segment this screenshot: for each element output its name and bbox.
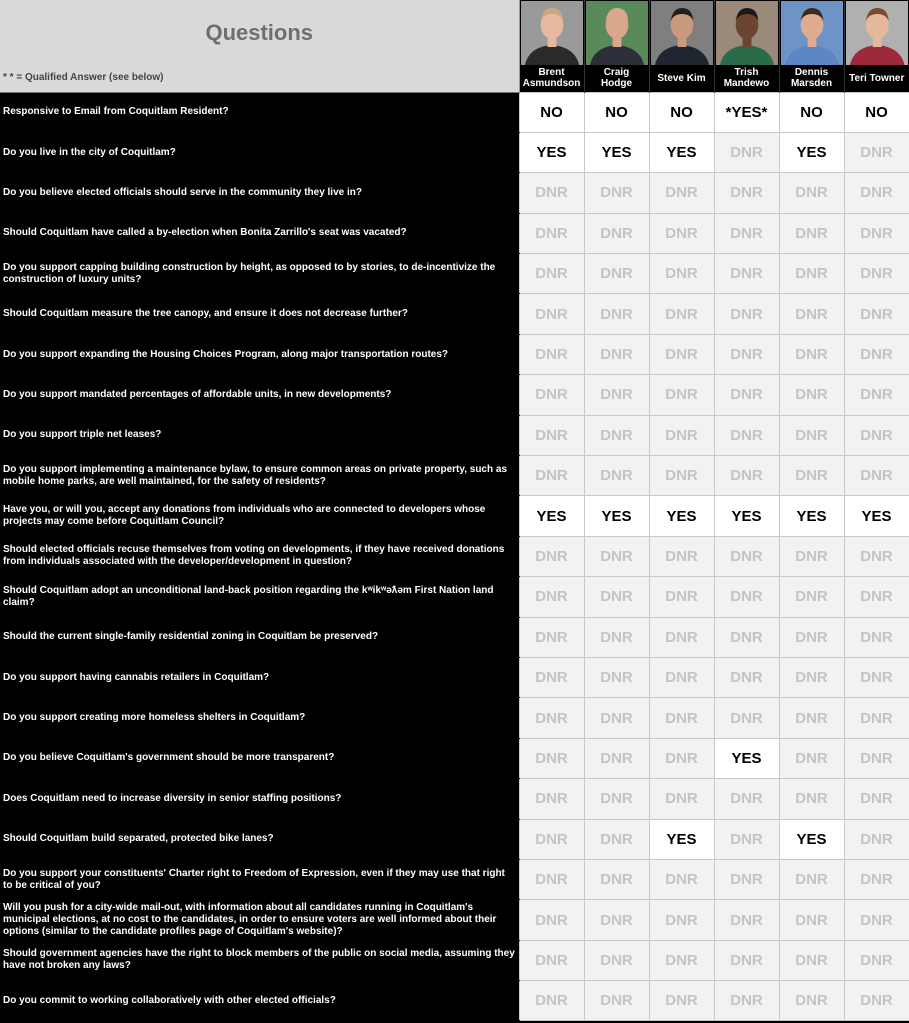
table-row: [0, 698, 909, 738]
answer-cell: DNR: [584, 254, 649, 294]
answer-cell: DNR: [649, 334, 714, 374]
answer-cell: DNR: [779, 334, 844, 374]
answer-cell: DNR: [519, 577, 584, 617]
answer-cell: YES: [649, 496, 714, 536]
answer-cell: DNR: [649, 900, 714, 940]
answer-cell: DNR: [844, 819, 909, 859]
answer-cell: DNR: [519, 779, 584, 819]
answer-cell: DNR: [584, 657, 649, 697]
answer-cell: DNR: [519, 334, 584, 374]
answer-cell: DNR: [519, 981, 584, 1021]
answer-cell: DNR: [779, 173, 844, 213]
candidate-photo: [846, 1, 909, 65]
answer-cell: DNR: [844, 375, 909, 415]
answer-cell: DNR: [519, 375, 584, 415]
candidate-header-4: [779, 0, 844, 92]
answer-cell: YES: [844, 496, 909, 536]
answer-cell: DNR: [779, 456, 844, 496]
answer-cell: NO: [519, 92, 584, 132]
table-row: [0, 375, 909, 415]
candidate-name: Craig Hodge: [600, 67, 633, 89]
answer-cell: DNR: [519, 859, 584, 899]
answer-cell: DNR: [519, 294, 584, 334]
answer-cell: DNR: [519, 819, 584, 859]
answer-cell: DNR: [714, 617, 779, 657]
answer-cell: DNR: [714, 334, 779, 374]
answer-cell: DNR: [779, 859, 844, 899]
answer-cell: DNR: [519, 617, 584, 657]
question-text: Does Coquitlam need to increase diversity in senior staffing positions?: [0, 779, 519, 819]
answer-cell: DNR: [779, 779, 844, 819]
table-row: [0, 819, 909, 859]
table-row: [0, 132, 909, 172]
answer-cell: DNR: [714, 294, 779, 334]
table-row: [0, 617, 909, 657]
question-text: Do you commit to working collaboratively with other elected officials?: [0, 981, 519, 1021]
answer-cell: DNR: [584, 536, 649, 576]
answer-cell: DNR: [584, 213, 649, 253]
table-row: [0, 779, 909, 819]
answer-cell: DNR: [714, 859, 779, 899]
candidate-name: Teri Towner: [849, 72, 905, 84]
answer-cell: YES: [519, 496, 584, 536]
question-text: Do you support capping building construction by height, as opposed to by stories, to de-incentivize the construction of luxury units?: [0, 254, 519, 294]
answer-cell: DNR: [649, 657, 714, 697]
candidate-header-5: [844, 0, 909, 92]
answer-cell: DNR: [584, 779, 649, 819]
answer-cell: DNR: [519, 698, 584, 738]
candidate-name: Steve Kim: [657, 72, 706, 84]
answer-cell: DNR: [714, 657, 779, 697]
answer-cell: DNR: [584, 900, 649, 940]
answer-cell: DNR: [519, 536, 584, 576]
answer-cell: DNR: [714, 132, 779, 172]
question-text: Do you live in the city of Coquitlam?: [0, 132, 519, 172]
answer-cell: DNR: [649, 294, 714, 334]
answer-cell: DNR: [649, 536, 714, 576]
answer-cell: NO: [584, 92, 649, 132]
answer-cell: DNR: [519, 456, 584, 496]
table-row: [0, 577, 909, 617]
candidate-photo: [586, 1, 648, 65]
answer-cell: NO: [649, 92, 714, 132]
answer-cell: DNR: [844, 173, 909, 213]
candidate-photo: [521, 1, 583, 65]
answer-cell: DNR: [714, 254, 779, 294]
candidate-name: Dennis Marsden: [790, 67, 833, 89]
answer-cell: DNR: [844, 415, 909, 455]
answer-cell: DNR: [519, 738, 584, 778]
answer-cell: YES: [519, 132, 584, 172]
answer-cell: DNR: [584, 698, 649, 738]
answer-cell: DNR: [649, 779, 714, 819]
answer-cell: DNR: [584, 173, 649, 213]
answer-cell: YES: [779, 496, 844, 536]
candidate-header-1: [584, 0, 649, 92]
answer-cell: DNR: [844, 738, 909, 778]
answer-cell: DNR: [584, 859, 649, 899]
candidate-header-0: [519, 0, 584, 92]
answer-cell: DNR: [714, 456, 779, 496]
answer-cell: DNR: [649, 577, 714, 617]
answer-cell: DNR: [584, 294, 649, 334]
answer-cell: YES: [584, 496, 649, 536]
table-row: [0, 496, 909, 536]
answer-cell: YES: [649, 819, 714, 859]
question-text: Should the current single-family residential zoning in Coquitlam be preserved?: [0, 617, 519, 657]
answer-cell: DNR: [649, 213, 714, 253]
answer-cell: DNR: [649, 415, 714, 455]
question-text: Do you believe elected officials should serve in the community they live in?: [0, 173, 519, 213]
answer-cell: DNR: [844, 536, 909, 576]
question-text: Do you support implementing a maintenance bylaw, to ensure common areas on private property, such as mobile home parks, are well maintained, for the safety of residents?: [0, 456, 519, 496]
questions-header: [0, 0, 519, 92]
answer-cell: DNR: [714, 981, 779, 1021]
table-row: [0, 940, 909, 980]
answer-cell: DNR: [584, 819, 649, 859]
answer-cell: DNR: [649, 173, 714, 213]
table-row: [0, 92, 909, 132]
table-row: [0, 415, 909, 455]
answer-cell: DNR: [714, 375, 779, 415]
table-row: [0, 981, 909, 1021]
answer-cell: DNR: [714, 819, 779, 859]
question-text: Should government agencies have the right to block members of the public on social media, assuming they have not broken any laws?: [0, 940, 519, 980]
question-text: Should Coquitlam adopt an unconditional land-back position regarding the kʷikʷəƛəm First Nation land claim?: [0, 577, 519, 617]
answer-cell: YES: [779, 132, 844, 172]
answer-cell: *YES*: [714, 92, 779, 132]
answer-cell: DNR: [779, 294, 844, 334]
answer-cell: DNR: [649, 738, 714, 778]
answer-cell: DNR: [519, 173, 584, 213]
answer-cell: DNR: [649, 940, 714, 980]
question-text: Should elected officials recuse themselves from voting on developments, if they have received donations from individuals associated with the developer/development in question?: [0, 536, 519, 576]
table-row: [0, 213, 909, 253]
answer-cell: DNR: [844, 617, 909, 657]
answer-cell: DNR: [714, 415, 779, 455]
answer-cell: NO: [779, 92, 844, 132]
answer-cell: DNR: [714, 577, 779, 617]
answer-cell: DNR: [844, 940, 909, 980]
answer-cell: DNR: [714, 940, 779, 980]
answer-cell: DNR: [844, 254, 909, 294]
answer-cell: DNR: [584, 617, 649, 657]
answer-cell: DNR: [649, 456, 714, 496]
answer-cell: DNR: [714, 698, 779, 738]
answer-cell: DNR: [714, 213, 779, 253]
answer-cell: DNR: [844, 859, 909, 899]
table-row: [0, 657, 909, 697]
answer-cell: NO: [844, 92, 909, 132]
answer-cell: DNR: [714, 536, 779, 576]
answer-cell: DNR: [844, 779, 909, 819]
answer-cell: DNR: [519, 657, 584, 697]
answer-cell: DNR: [779, 536, 844, 576]
answer-cell: DNR: [779, 940, 844, 980]
answer-cell: DNR: [519, 900, 584, 940]
question-text: Do you believe Coquitlam's government should be more transparent?: [0, 738, 519, 778]
answer-cell: YES: [714, 496, 779, 536]
question-text: Do you support having cannabis retailers in Coquitlam?: [0, 657, 519, 697]
table-row: [0, 334, 909, 374]
question-text: Will you push for a city-wide mail-out, with information about all candidates running in Coquitlam's municipal elections, at no cost to the candidates, in order to ensure voters are well informed about their options (similar to the candidate profiles page of Coquitlam's website)?: [0, 900, 519, 940]
header-row: [0, 0, 909, 92]
answer-cell: DNR: [649, 254, 714, 294]
answer-cell: DNR: [779, 213, 844, 253]
answer-cell: DNR: [779, 981, 844, 1021]
answer-cell: DNR: [584, 334, 649, 374]
candidate-photo: [716, 1, 778, 65]
answer-cell: DNR: [584, 577, 649, 617]
candidate-photo: [781, 1, 843, 65]
table-row: [0, 900, 909, 940]
candidate-header-2: [649, 0, 714, 92]
question-text: Do you support expanding the Housing Choices Program, along major transportation routes?: [0, 334, 519, 374]
answer-cell: DNR: [779, 577, 844, 617]
question-text: Should Coquitlam build separated, protected bike lanes?: [0, 819, 519, 859]
answer-cell: DNR: [779, 738, 844, 778]
answer-cell: DNR: [779, 657, 844, 697]
answer-cell: DNR: [584, 375, 649, 415]
candidate-header-3: [714, 0, 779, 92]
answer-cell: DNR: [649, 375, 714, 415]
question-text: Should Coquitlam measure the tree canopy, and ensure it does not decrease further?: [0, 294, 519, 334]
answer-cell: DNR: [584, 981, 649, 1021]
answer-cell: DNR: [844, 294, 909, 334]
table-row: [0, 536, 909, 576]
answer-cell: DNR: [714, 900, 779, 940]
question-text: Do you support creating more homeless shelters in Coquitlam?: [0, 698, 519, 738]
answer-cell: DNR: [649, 981, 714, 1021]
answer-cell: YES: [714, 738, 779, 778]
answer-cell: DNR: [844, 657, 909, 697]
answer-cell: YES: [779, 819, 844, 859]
table-row: [0, 456, 909, 496]
table-row: [0, 859, 909, 899]
answer-cell: DNR: [844, 456, 909, 496]
candidate-name: Brent Asmundson: [522, 67, 581, 89]
question-text: Have you, or will you, accept any donations from individuals who are connected to developers whose projects may come before Coquitlam Council?: [0, 496, 519, 536]
answer-cell: DNR: [584, 415, 649, 455]
answer-cell: DNR: [519, 415, 584, 455]
questions-body: [0, 92, 909, 1021]
answer-cell: YES: [649, 132, 714, 172]
question-text: Responsive to Email from Coquitlam Resident?: [0, 92, 519, 132]
answer-cell: DNR: [714, 173, 779, 213]
question-text: Do you support your constituents' Charter right to Freedom of Expression, even if they may use that right to be critical of you?: [0, 859, 519, 899]
answer-cell: DNR: [844, 334, 909, 374]
candidate-photo: [651, 1, 713, 65]
answer-cell: YES: [584, 132, 649, 172]
answer-cell: DNR: [779, 698, 844, 738]
answer-cell: DNR: [779, 254, 844, 294]
answer-cell: DNR: [779, 617, 844, 657]
candidate-name: Trish Mandewo: [723, 67, 770, 89]
page-title: Questions: [205, 20, 314, 45]
table-row: [0, 294, 909, 334]
answer-cell: DNR: [844, 577, 909, 617]
answer-cell: DNR: [714, 779, 779, 819]
qualified-answer-legend: * * = Qualified Answer (see below): [3, 72, 164, 83]
answer-cell: DNR: [519, 213, 584, 253]
answer-cell: DNR: [844, 698, 909, 738]
answer-cell: DNR: [584, 456, 649, 496]
answer-cell: DNR: [844, 132, 909, 172]
question-text: Do you support triple net leases?: [0, 415, 519, 455]
answer-cell: DNR: [649, 859, 714, 899]
table-row: [0, 254, 909, 294]
question-text: Do you support mandated percentages of affordable units, in new developments?: [0, 375, 519, 415]
answer-cell: DNR: [844, 981, 909, 1021]
answer-cell: DNR: [844, 900, 909, 940]
answer-cell: DNR: [519, 940, 584, 980]
answer-cell: DNR: [649, 617, 714, 657]
answer-cell: DNR: [779, 900, 844, 940]
answer-cell: DNR: [584, 940, 649, 980]
answer-cell: DNR: [584, 738, 649, 778]
answer-cell: DNR: [649, 698, 714, 738]
answer-cell: DNR: [844, 213, 909, 253]
question-text: Should Coquitlam have called a by-election when Bonita Zarrillo's seat was vacated?: [0, 213, 519, 253]
table-row: [0, 738, 909, 778]
answer-cell: DNR: [779, 375, 844, 415]
table-row: [0, 173, 909, 213]
answer-cell: DNR: [519, 254, 584, 294]
answer-cell: DNR: [779, 415, 844, 455]
